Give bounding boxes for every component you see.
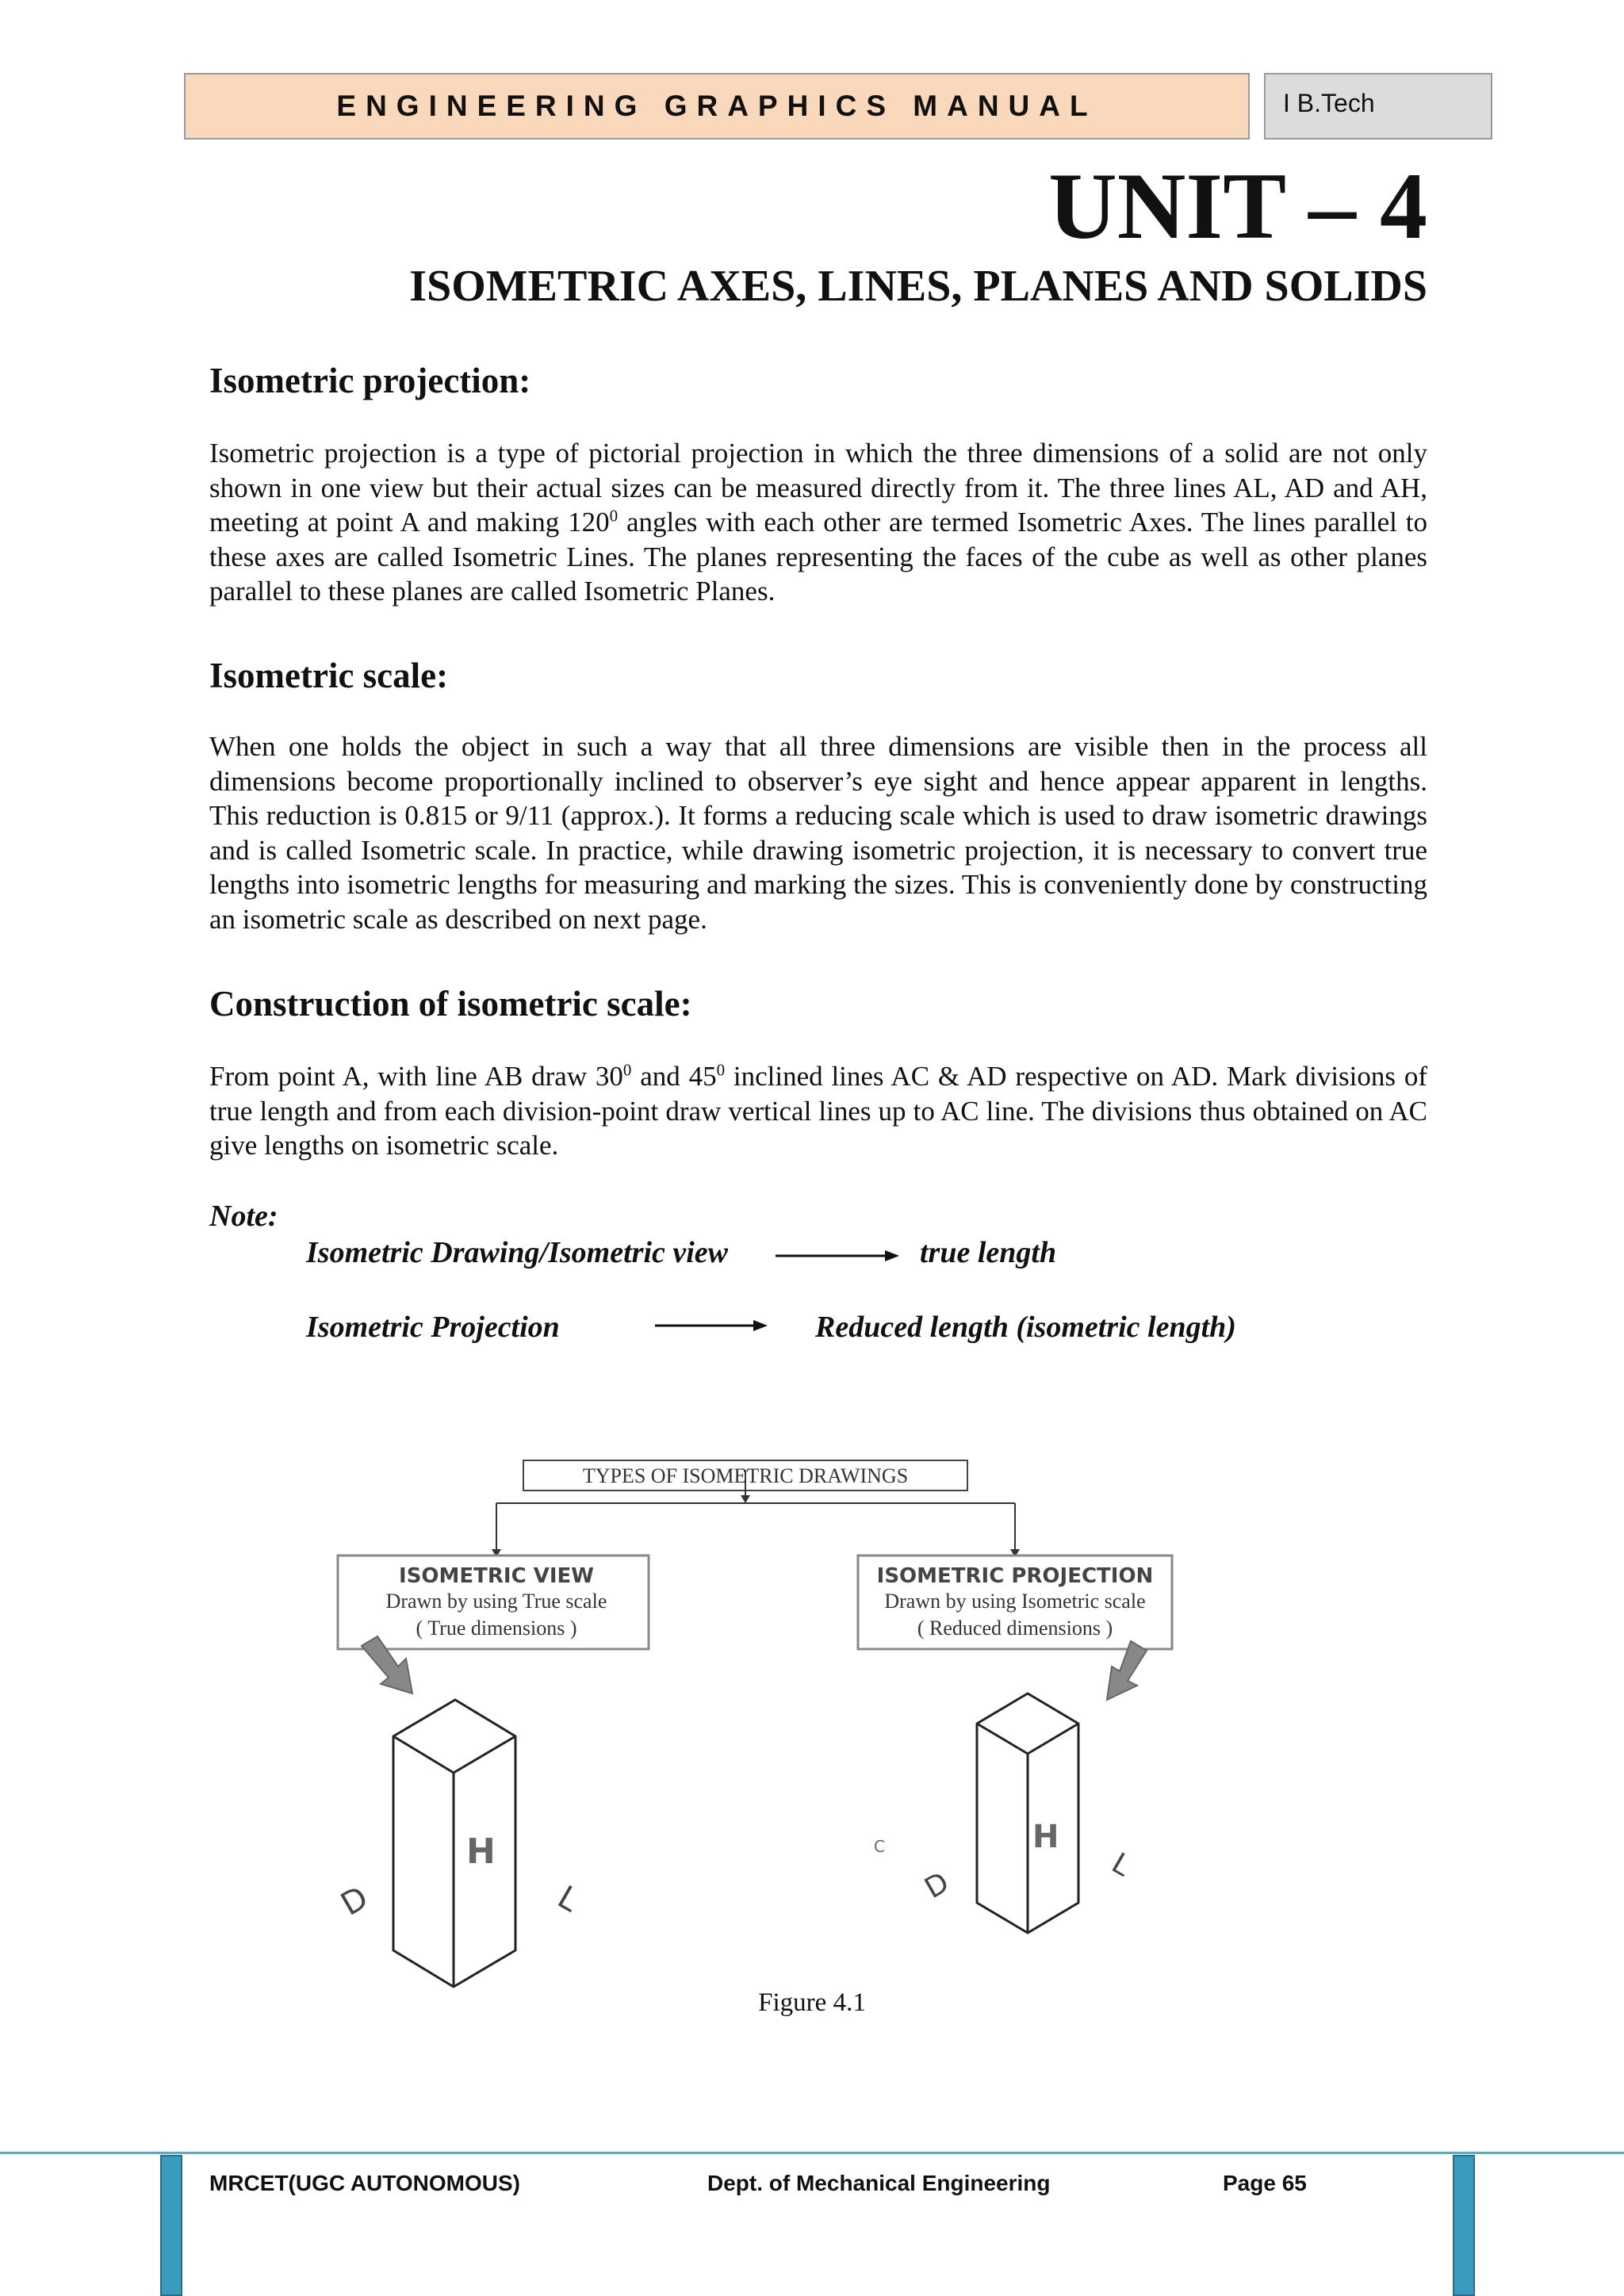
footer-bar-left xyxy=(160,2155,182,2296)
paragraph-construction xyxy=(209,1059,1427,1163)
projection-text-1: Isometric projection is a type of pictorial projection in which the three dimensions of a solid are not only shown in one view but their actual sizes can be measured directly from it. The three lines AL, AD and AH, meeting at point A and making 120 xyxy=(209,438,1427,538)
isometric-view-line2: ( True dimensions ) xyxy=(416,1617,577,1640)
footer-bar-right xyxy=(1453,2155,1475,2296)
isometric-view-label-h: H xyxy=(466,1831,496,1872)
manual-title: ENGINEERING GRAPHICS MANUAL xyxy=(336,90,1097,122)
isometric-view-label-d: D xyxy=(335,1879,375,1923)
isometric-projection-label-l: L xyxy=(1105,1846,1136,1884)
types-box-label: TYPES OF ISOMETRIC DRAWINGS xyxy=(582,1464,909,1487)
isometric-view-line1: Drawn by using True scale xyxy=(385,1590,607,1613)
isometric-projection-line2: ( Reduced dimensions ) xyxy=(917,1617,1113,1640)
note-row2-left: Isometric Projection xyxy=(306,1311,560,1344)
projection-superscript: 0 xyxy=(609,506,619,526)
manual-title-banner xyxy=(184,73,1250,140)
note-row2-right: Reduced length (isometric length) xyxy=(815,1311,1236,1344)
isometric-view-prism xyxy=(393,1700,515,1987)
projection-text-2: angles with each other are termed Isometric Axes. The lines parallel to these axes are called Isometric Lines. The planes representing the faces of the cube as well as other planes parallel to these planes are called Isometric Planes. xyxy=(209,507,1427,607)
construction-superscript-2: 0 xyxy=(716,1060,726,1080)
heading-isometric-scale: Isometric scale: xyxy=(209,656,449,695)
course-badge-label: I B.Tech xyxy=(1283,89,1375,117)
isometric-view-title: ISOMETRIC VIEW xyxy=(399,1564,594,1588)
isometric-view-label-l: L xyxy=(551,1878,585,1919)
unit-title: UNIT – 4 xyxy=(1048,153,1427,258)
footer-department: Dept. of Mechanical Engineering xyxy=(707,2171,1051,2195)
heading-isometric-projection: Isometric projection: xyxy=(209,361,531,400)
isometric-projection-prism xyxy=(977,1693,1078,1933)
note-row1-right: true length xyxy=(920,1236,1057,1269)
construction-text-2: and 45 xyxy=(631,1061,717,1092)
heading-construction-isometric-scale: Construction of isometric scale: xyxy=(209,984,692,1024)
isometric-projection-label-h: H xyxy=(1032,1819,1059,1855)
construction-text-3: inclined lines AC & AD respective on AD. Mark divisions of true length and from each division-point draw vertical lines up to AC line. The divisions thus obtained on AC give lengths on isometric scale. xyxy=(209,1061,1427,1161)
construction-superscript-1: 0 xyxy=(622,1060,632,1080)
figure-types-of-isometric-drawings xyxy=(301,1419,1221,2006)
footer-page-number: Page 65 xyxy=(1223,2171,1307,2195)
footer-institution: MRCET(UGC AUTONOMOUS) xyxy=(209,2171,520,2195)
construction-text-1: From point A, with line AB draw 30 xyxy=(209,1061,623,1092)
arrow-right-icon xyxy=(653,1316,769,1335)
note-row1-left: Isometric Drawing/Isometric view xyxy=(306,1236,728,1269)
isometric-projection-line1: Drawn by using Isometric scale xyxy=(884,1590,1146,1613)
isometric-projection-label-d: D xyxy=(919,1866,955,1906)
figure-caption: Figure 4.1 xyxy=(758,1988,866,2017)
note-label: Note: xyxy=(209,1200,278,1233)
arrow-right-icon xyxy=(774,1246,901,1265)
isometric-projection-title: ISOMETRIC PROJECTION xyxy=(876,1564,1154,1588)
paragraph-isometric-projection xyxy=(209,436,1427,609)
unit-subtitle: ISOMETRIC AXES, LINES, PLANES AND SOLIDS xyxy=(409,262,1427,311)
footer-rule xyxy=(0,2152,1624,2154)
paragraph-isometric-scale: When one holds the object in such a way that all three dimensions are visible then in the process all dimensions become proportionally inclined to observer’s eye sight and hence appear apparent in lengths. This reduction is 0.815 or 9/11 (approx.). It forms a reducing scale which is used to draw isometric drawings and is called Isometric scale. In practice, while drawing isometric projection, it is necessary to convert true lengths into isometric lengths for measuring and marking the sizes. This is conveniently done by constructing an isometric scale as described on next page. xyxy=(209,731,1427,935)
course-badge xyxy=(1264,73,1492,140)
isometric-projection-label-c: C xyxy=(874,1837,885,1856)
